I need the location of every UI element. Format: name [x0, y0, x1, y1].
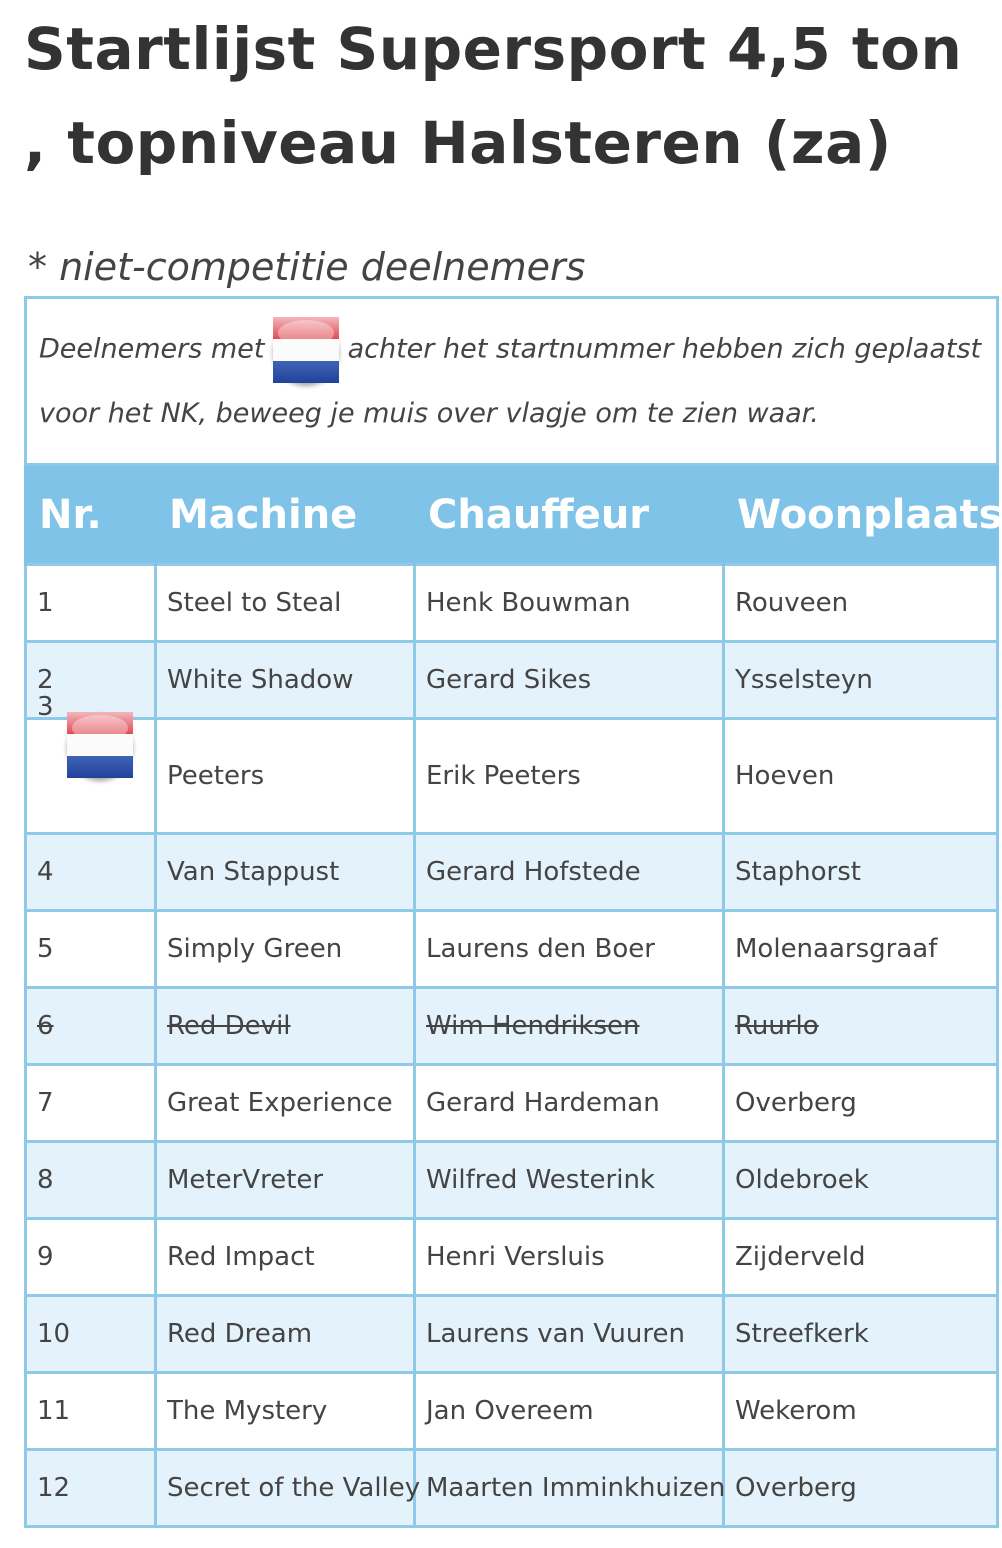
- column-header-machine: Machine: [156, 465, 415, 565]
- cell-nr: [26, 911, 156, 988]
- cell-woonplaats-text: Molenaarsgraaf: [735, 934, 938, 964]
- cell-woonplaats: [724, 1296, 998, 1373]
- cell-woonplaats-text: Ysselsteyn: [735, 665, 873, 695]
- cell-chauffeur: [415, 1450, 724, 1527]
- cell-chauffeur-text: Maarten Imminkhuizen: [426, 1473, 726, 1503]
- column-header-chauffeur: Chauffeur: [415, 465, 724, 565]
- cell-machine: [156, 911, 415, 988]
- notice-text-after: achter het startnummer hebben zich geplaatst voor het NK, beweeg je muis over vlagje om te zien waar.: [39, 333, 982, 429]
- cell-chauffeur-text: Laurens den Boer: [426, 934, 655, 964]
- cell-chauffeur: [415, 1142, 724, 1219]
- cell-chauffeur: [415, 642, 724, 719]
- table-row: [26, 642, 998, 719]
- cell-chauffeur-text: Wilfred Westerink: [426, 1165, 655, 1195]
- cell-woonplaats: [724, 1373, 998, 1450]
- cell-woonplaats-text: Staphorst: [735, 857, 861, 887]
- cell-nr-text: 10: [37, 1319, 71, 1349]
- netherlands-flag-icon[interactable]: [273, 317, 339, 383]
- cell-nr-text: 9: [37, 1242, 54, 1272]
- notice-text-before: Deelnemers met: [39, 333, 265, 365]
- cell-machine: [156, 1296, 415, 1373]
- cell-chauffeur-text: Jan Overeem: [426, 1396, 594, 1426]
- cell-woonplaats: [724, 988, 998, 1065]
- cell-nr: [26, 1065, 156, 1142]
- non-competition-note: * niet-competitie deelnemers: [28, 245, 586, 289]
- cell-machine: [156, 1450, 421, 1527]
- cell-nr-text: 8: [37, 1165, 54, 1195]
- table-row: [26, 834, 998, 911]
- cell-nr-text: 5: [37, 934, 54, 964]
- notice-cell: [26, 298, 998, 465]
- cell-nr-text: 7: [37, 1088, 54, 1118]
- cell-machine-text: Steel to Steal: [167, 588, 342, 618]
- cell-woonplaats: [724, 1450, 998, 1527]
- column-header-nr: Nr.: [26, 465, 156, 565]
- cell-chauffeur-text: Gerard Hofstede: [426, 857, 641, 887]
- cell-woonplaats-text: Wekerom: [735, 1396, 857, 1426]
- cell-chauffeur: [415, 1296, 724, 1373]
- cell-machine-text: Simply Green: [167, 934, 343, 964]
- cell-woonplaats-text: Hoeven: [735, 761, 835, 791]
- cell-machine-text: The Mystery: [167, 1396, 328, 1426]
- cell-chauffeur-text: Erik Peeters: [426, 761, 581, 791]
- cell-woonplaats: [724, 1219, 998, 1296]
- table-row: [26, 911, 998, 988]
- cell-chauffeur-text: Henk Bouwman: [426, 588, 631, 618]
- table-row: [26, 1065, 998, 1142]
- cell-chauffeur: [415, 719, 724, 834]
- cell-chauffeur-text: Gerard Sikes: [426, 665, 592, 695]
- cell-machine: [156, 988, 415, 1065]
- cell-chauffeur: [415, 1065, 724, 1142]
- cell-chauffeur: [415, 834, 724, 911]
- cell-chauffeur: [415, 1219, 724, 1296]
- cell-machine: [156, 719, 415, 834]
- cell-machine-text: White Shadow: [167, 665, 354, 695]
- cell-machine-text: MeterVreter: [167, 1165, 324, 1195]
- cell-nr: [26, 1219, 156, 1296]
- table-row-withdrawn: [26, 988, 998, 1065]
- table-row: [26, 1142, 998, 1219]
- cell-nr: [26, 692, 156, 834]
- cell-woonplaats: [724, 1142, 998, 1219]
- cell-woonplaats: [724, 719, 998, 834]
- startlist-table: [24, 296, 1002, 1528]
- cell-machine: [156, 1065, 415, 1142]
- cell-nr-text: 12: [37, 1473, 71, 1503]
- table-row: [26, 1450, 998, 1527]
- cell-machine: [156, 565, 415, 642]
- table-row: [26, 1373, 998, 1450]
- cell-machine: [156, 1219, 415, 1296]
- table-row: [26, 1296, 998, 1373]
- cell-woonplaats: [724, 1065, 998, 1142]
- cell-nr-text: 3: [37, 692, 54, 722]
- cell-chauffeur: [415, 1373, 724, 1450]
- cell-chauffeur-text: Laurens van Vuuren: [426, 1319, 685, 1349]
- cell-machine-text: Red Dream: [167, 1319, 313, 1349]
- cell-machine: [156, 834, 415, 911]
- cell-chauffeur: [415, 565, 724, 642]
- cell-woonplaats-text: Ruurlo: [735, 1011, 819, 1041]
- cell-woonplaats-text: Rouveen: [735, 588, 849, 618]
- cell-nr: [26, 1142, 156, 1219]
- cell-chauffeur: [415, 988, 724, 1065]
- cell-chauffeur: [415, 911, 724, 988]
- cell-chauffeur-text: Wim Hendriksen: [426, 1011, 640, 1041]
- table-body: [26, 565, 998, 1527]
- cell-woonplaats: [724, 911, 998, 988]
- cell-woonplaats: [724, 565, 998, 642]
- cell-nr: [26, 1450, 156, 1527]
- cell-nr-text: 11: [37, 1396, 71, 1426]
- cell-woonplaats-text: Zijderveld: [735, 1242, 866, 1272]
- cell-machine-text: Red Impact: [167, 1242, 315, 1272]
- cell-chauffeur-text: Henri Versluis: [426, 1242, 605, 1272]
- cell-machine-text: Red Devil: [167, 1011, 291, 1041]
- cell-woonplaats-text: Oldebroek: [735, 1165, 869, 1195]
- page-title: Startlijst Supersport 4,5 ton , topniveau Halsteren (za): [24, 15, 963, 177]
- netherlands-flag-icon[interactable]: [67, 712, 133, 778]
- table-row: [26, 565, 998, 642]
- cell-nr-text: 1: [37, 588, 54, 618]
- cell-machine-text: Peeters: [167, 761, 265, 791]
- cell-nr: [26, 1373, 156, 1450]
- cell-nr: [26, 834, 156, 911]
- cell-chauffeur-text: Gerard Hardeman: [426, 1088, 660, 1118]
- cell-woonplaats-text: Overberg: [735, 1473, 857, 1503]
- startlist-table-container: [24, 296, 1002, 1528]
- cell-machine: [156, 1142, 415, 1219]
- cell-nr: [26, 565, 156, 642]
- cell-woonplaats: [724, 642, 998, 719]
- table-row: [26, 1219, 998, 1296]
- cell-woonplaats-text: Overberg: [735, 1088, 857, 1118]
- cell-machine: [156, 1373, 415, 1450]
- cell-machine-text: Van Stappust: [167, 857, 340, 887]
- table-header-row: [26, 465, 998, 565]
- cell-machine: [156, 642, 415, 719]
- cell-woonplaats-text: Streefkerk: [735, 1319, 869, 1349]
- notice-row: [26, 298, 998, 465]
- table-row: [26, 719, 998, 834]
- cell-nr-text: 6: [37, 1011, 54, 1041]
- cell-machine-text: Great Experience: [167, 1088, 393, 1118]
- cell-nr-text: 2: [37, 665, 54, 695]
- cell-nr: [26, 988, 156, 1065]
- cell-nr: [26, 1296, 156, 1373]
- column-header-woonplaats: Woonplaats: [724, 465, 998, 565]
- cell-nr-text: 4: [37, 857, 54, 887]
- cell-machine-text: Secret of the Valley: [167, 1473, 421, 1503]
- cell-woonplaats: [724, 834, 998, 911]
